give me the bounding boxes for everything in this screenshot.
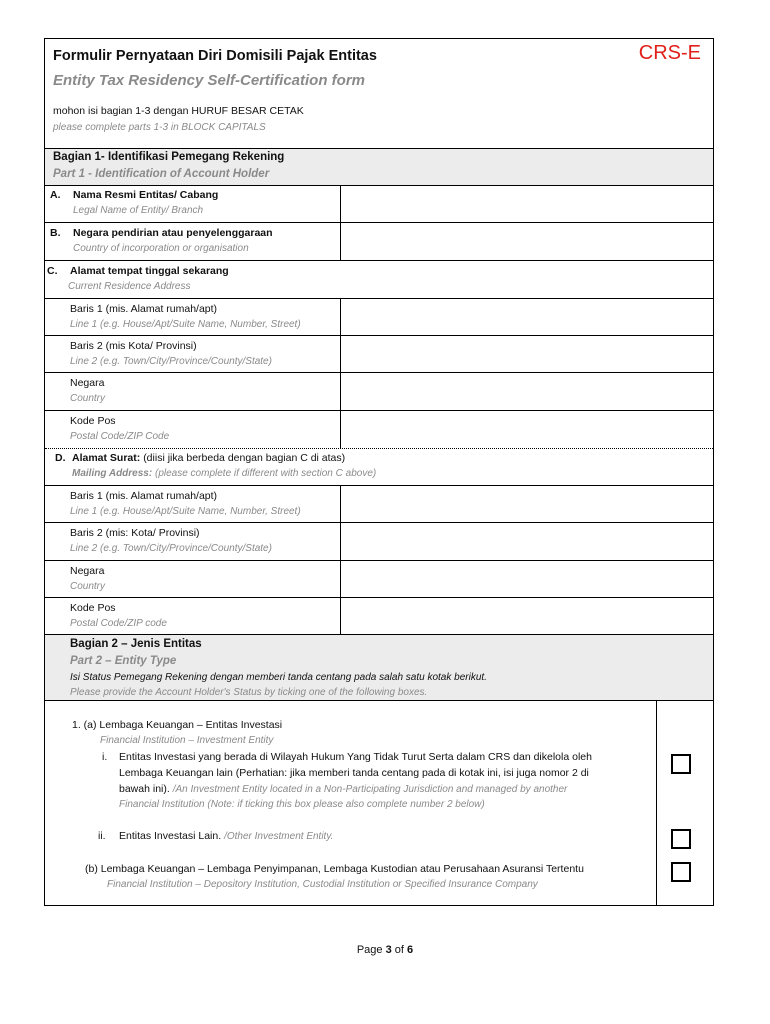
field-label: Baris 1 (mis. Alamat rumah/apt) [70, 303, 218, 315]
part1-title: Bagian 1- Identifikasi Pemegang Rekening [53, 151, 285, 163]
option-1b-label: (b) Lembaga Keuangan – Lembaga Penyimpanan, Lembaga Kustodian atau Perusahaan Asuransi Tertentu [85, 863, 584, 875]
field-label: Baris 2 (mis: Kota/ Provinsi) [70, 527, 200, 539]
current-address-line1-field[interactable] [340, 299, 713, 335]
option-1a-label: 1. (a) Lembaga Keuangan – Entitas Investasi [72, 719, 283, 731]
row-letter-b: B. [50, 227, 61, 239]
field-label: Baris 1 (mis. Alamat rumah/apt) [70, 490, 218, 502]
row-current-address-header [45, 261, 713, 299]
option-1a-i-number: i. [102, 751, 108, 763]
checkbox-depository-custodial-insurance[interactable] [671, 862, 691, 882]
row-country-incorporation [45, 223, 713, 261]
current-address-line1-row [45, 299, 713, 336]
page-number: Page 3 of 6 [356, 944, 414, 956]
row-letter-d: D. [55, 452, 66, 464]
current-address-postal-row [45, 411, 713, 449]
current-address-line2-field[interactable] [340, 336, 713, 372]
option-1b-label-en: Financial Institution – Depository Institution, Custodial Institution or Specified Insurance Company [107, 879, 538, 890]
country-incorporation-label: Negara pendirian atau penyelenggaraan [73, 227, 273, 239]
current-address-postal-field[interactable] [340, 411, 713, 448]
row-letter-a: A. [50, 189, 61, 201]
mailing-address-country-row [45, 561, 713, 598]
part2-title-en: Part 2 – Entity Type [70, 655, 177, 667]
current-address-label-en: Current Residence Address [68, 281, 191, 292]
field-label: Negara [70, 565, 105, 577]
mailing-address-postal-field[interactable] [340, 598, 713, 634]
current-address-country-row [45, 373, 713, 411]
field-label-en: Postal Code/ZIP code [70, 618, 167, 629]
mailing-address-country-field[interactable] [340, 561, 713, 597]
form-title-en: Entity Tax Residency Self-Certification form [53, 72, 366, 89]
field-label-en: Line 1 (e.g. House/Apt/Suite Name, Number, Street) [70, 319, 301, 330]
field-label-en: Country [70, 581, 106, 592]
mailing-address-postal-row [45, 598, 713, 634]
option-1a-i-line3: bawah ini). /An Investment Entity located in a Non-Participating Jurisdiction and managed by another [119, 783, 568, 795]
part2-instruction-en: Please provide the Account Holder's Status by ticking one of the following boxes. [70, 687, 428, 698]
option-1a-i-line1: Entitas Investasi yang berada di Wilayah Hukum Yang Tidak Turut Serta dalam CRS dan dikelola oleh [119, 751, 592, 763]
form-title: Formulir Pernyataan Diri Domisili Pajak Entitas [53, 48, 377, 64]
form-code: CRS-E [638, 42, 701, 64]
option-1a-label-en: Financial Institution – Investment Entity [100, 735, 274, 746]
field-label: Negara [70, 377, 105, 389]
mailing-address-line2-row [45, 523, 713, 561]
instruction-en: please complete parts 1-3 in BLOCK CAPITALS [53, 122, 266, 133]
field-label-en: Country [70, 393, 106, 404]
checkbox-other-investment-entity[interactable] [671, 829, 691, 849]
checkbox-column [656, 700, 713, 906]
row-legal-name [45, 185, 713, 223]
field-label-en: Line 2 (e.g. Town/City/Province/County/State) [70, 543, 272, 554]
field-label: Kode Pos [70, 415, 116, 427]
mailing-address-label: Alamat Surat: (diisi jika berbeda dengan bagian C di atas) [72, 452, 346, 464]
mailing-address-line1-field[interactable] [340, 486, 713, 522]
country-incorporation-field[interactable] [340, 223, 713, 260]
part2-title: Bagian 2 – Jenis Entitas [70, 638, 202, 650]
mailing-address-line2-field[interactable] [340, 523, 713, 560]
field-label-en: Postal Code/ZIP Code [70, 431, 170, 442]
legal-name-label-en: Legal Name of Entity/ Branch [73, 205, 204, 216]
part2-instruction: Isi Status Pemegang Rekening dengan memberi tanda centang pada salah satu kotak berikut. [70, 672, 487, 683]
option-1a-i-line4: Financial Institution (Note: if ticking this box please also complete number 2 below) [119, 799, 485, 810]
field-label: Kode Pos [70, 602, 116, 614]
field-label: Baris 2 (mis Kota/ Provinsi) [70, 340, 197, 352]
current-address-line2-row [45, 336, 713, 373]
option-1a-ii-label: Entitas Investasi Lain. /Other Investment Entity. [119, 830, 334, 842]
option-1a-i-line2: Lembaga Keuangan lain (Perhatian: jika memberi tanda centang pada di kotak ini, isi juga nomor 2 di [119, 767, 589, 779]
row-mailing-address-header [45, 449, 713, 486]
field-label-en: Line 2 (e.g. Town/City/Province/County/State) [70, 356, 272, 367]
country-incorporation-label-en: Country of incorporation or organisation [73, 243, 249, 254]
part1-header [45, 148, 713, 186]
row-letter-c: C. [47, 265, 58, 277]
legal-name-label: Nama Resmi Entitas/ Cabang [73, 189, 219, 201]
checkbox-investment-entity-non-participating[interactable] [671, 754, 691, 774]
option-1a-ii-number: ii. [98, 830, 106, 842]
part2-header [45, 634, 713, 701]
part1-title-en: Part 1 - Identification of Account Holder [53, 168, 270, 180]
legal-name-field[interactable] [340, 185, 713, 222]
mailing-address-label-en: Mailing Address: (please complete if different with section C above) [72, 468, 377, 479]
mailing-address-line1-row [45, 486, 713, 523]
current-address-label: Alamat tempat tinggal sekarang [70, 265, 229, 277]
field-label-en: Line 1 (e.g. House/Apt/Suite Name, Number, Street) [70, 506, 301, 517]
current-address-country-field[interactable] [340, 373, 713, 410]
crs-e-form [44, 38, 714, 906]
instruction: mohon isi bagian 1-3 dengan HURUF BESAR CETAK [53, 105, 304, 117]
